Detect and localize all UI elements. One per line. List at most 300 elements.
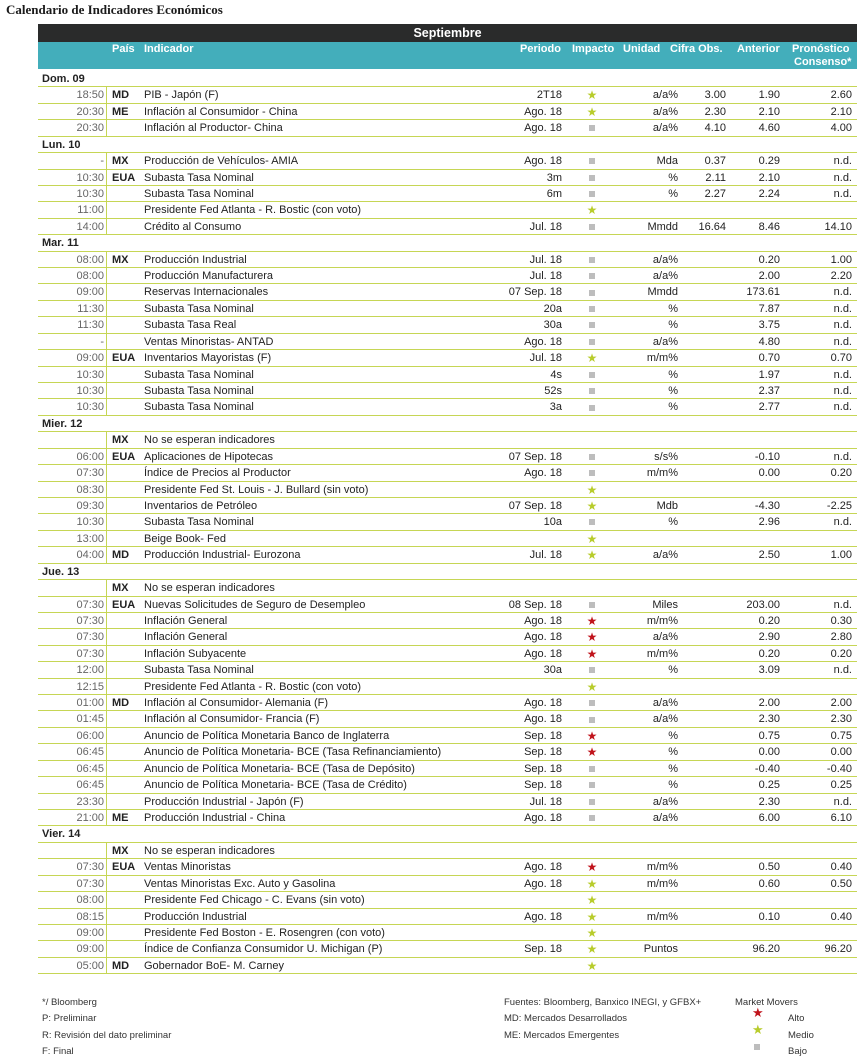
- impact-bajo-icon: [584, 153, 600, 169]
- cell-ind: Inventarios de Petróleo: [144, 499, 258, 512]
- row-separator: [106, 646, 107, 661]
- cell-time: 11:30: [77, 319, 104, 332]
- cell-pro: 1.00: [830, 253, 852, 266]
- impact-bajo-icon: [584, 465, 600, 481]
- cell-ant: 0.10: [758, 910, 780, 923]
- day-row: [38, 826, 857, 842]
- cell-ind: Subasta Tasa Nominal: [144, 385, 254, 398]
- table-row: [38, 695, 857, 711]
- impact-medio-icon: ★: [586, 909, 598, 924]
- cell-time: 20:30: [76, 105, 104, 118]
- cell-time: -: [100, 335, 104, 348]
- cell-pro: 0.75: [830, 729, 852, 742]
- row-separator: [106, 909, 107, 924]
- row-separator: [106, 794, 107, 809]
- cell-per: Ago. 18: [524, 647, 562, 660]
- cell-pais: MX: [112, 155, 129, 168]
- row-separator: [106, 367, 107, 382]
- cell-time: 08:00: [76, 270, 104, 283]
- cell-ant: 7.87: [758, 302, 780, 315]
- cell-ind: PIB - Japón (F): [144, 89, 219, 102]
- table-row: [38, 909, 857, 925]
- impact-bajo-icon: [584, 252, 600, 268]
- cell-per: Ago. 18: [524, 467, 562, 480]
- cell-per: Jul. 18: [529, 352, 562, 365]
- cell-pais: EUA: [112, 598, 136, 611]
- row-separator: [106, 925, 107, 940]
- cell-obs: 4.10: [704, 122, 726, 135]
- cell-ind: Subasta Tasa Nominal: [144, 187, 254, 200]
- cell-time: 07:30: [76, 861, 104, 874]
- row-separator: [106, 514, 107, 529]
- cell-per: 52s: [544, 385, 562, 398]
- cell-per: 20a: [543, 302, 562, 315]
- table-row: [38, 958, 857, 974]
- impact-medio-icon: ★: [586, 679, 598, 694]
- cell-time: 20:30: [76, 122, 104, 135]
- cell-time: 18:50: [76, 89, 104, 102]
- header-consenso: Consenso*: [794, 56, 852, 68]
- cell-ant: 0.00: [758, 746, 780, 759]
- cell-pais: MX: [112, 253, 129, 266]
- cell-ant: 2.30: [758, 795, 780, 808]
- cell-ant: 2.77: [758, 401, 780, 414]
- cell-per: Ago. 18: [524, 631, 562, 644]
- cell-ant: 2.10: [758, 105, 780, 118]
- table-row: [38, 744, 857, 760]
- cell-time: 09:30: [76, 499, 104, 512]
- cell-uni: %: [668, 516, 678, 529]
- cell-time: 07:30: [76, 467, 104, 480]
- impact-medio-icon: ★: [586, 351, 598, 366]
- cell-per: 30a: [543, 664, 562, 677]
- cell-per: Jul. 18: [529, 795, 562, 808]
- cell-ind: Inflación al Consumidor - China: [144, 105, 298, 118]
- row-separator: [106, 761, 107, 776]
- row-separator: [106, 958, 107, 973]
- cell-uni: a/a%: [652, 270, 678, 283]
- cell-time: 07:30: [76, 631, 104, 644]
- cell-ind: Beige Book- Fed: [144, 532, 226, 545]
- cell-per: 6m: [546, 187, 562, 200]
- cell-pais: EUA: [112, 861, 136, 874]
- impact-alto-icon: ★: [586, 630, 598, 645]
- cell-ant: 4.60: [758, 122, 780, 135]
- cell-uni: a/a%: [652, 253, 678, 266]
- cell-uni: m/m%: [646, 861, 678, 874]
- row-separator: [106, 859, 107, 874]
- impact-bajo-icon: [584, 761, 600, 777]
- indicator-table: [38, 71, 857, 974]
- table-row: [38, 350, 857, 366]
- day-label: Lun. 10: [42, 138, 81, 151]
- cell-pro: 1.00: [830, 549, 852, 562]
- cell-ind: Producción Industrial: [144, 253, 247, 266]
- cell-time: 10:30: [76, 516, 104, 529]
- table-row: [38, 383, 857, 399]
- cell-pro: 2.10: [830, 105, 852, 118]
- impact-medio-icon: ★: [586, 498, 598, 513]
- footer-sources: Fuentes: Bloomberg, Banxico INEGI, y GFBX+: [504, 997, 702, 1008]
- table-row: [38, 629, 857, 645]
- cell-pro: 6.10: [830, 811, 852, 824]
- day-label: Vier. 14: [42, 828, 81, 841]
- table-row: [38, 284, 857, 300]
- cell-pro: 0.25: [830, 779, 852, 792]
- row-separator: [106, 547, 107, 562]
- cell-uni: a/a%: [652, 631, 678, 644]
- cell-pais: EUA: [112, 171, 136, 184]
- cell-ind: Subasta Tasa Nominal: [144, 516, 254, 529]
- cell-ant: 2.00: [758, 270, 780, 283]
- row-separator: [106, 399, 107, 414]
- table-row: [38, 892, 857, 908]
- table-row: [38, 465, 857, 481]
- cell-per: Jul. 18: [529, 220, 562, 233]
- row-separator: [106, 843, 107, 858]
- table-row: [38, 334, 857, 350]
- row-separator: [106, 170, 107, 185]
- cell-time: 06:00: [76, 450, 104, 463]
- cell-pro: n.d.: [833, 368, 852, 381]
- cell-per: Sep. 18: [524, 746, 562, 759]
- impact-medio-icon: ★: [586, 942, 598, 957]
- cell-ind: Producción Industrial: [144, 910, 247, 923]
- cell-ant: 0.70: [758, 352, 780, 365]
- row-separator: [106, 317, 107, 332]
- cell-uni: m/m%: [646, 467, 678, 480]
- row-separator: [106, 679, 107, 694]
- row-separator: [106, 892, 107, 907]
- row-separator: [106, 334, 107, 349]
- cell-uni: m/m%: [646, 352, 678, 365]
- cell-uni: %: [668, 746, 678, 759]
- cell-ind: Aplicaciones de Hipotecas: [144, 450, 274, 463]
- cell-per: Ago. 18: [524, 697, 562, 710]
- cell-ind: Inflación al Consumidor- Francia (F): [144, 713, 320, 726]
- cell-pro: 4.00: [830, 122, 852, 135]
- cell-per: 10a: [543, 516, 562, 529]
- cell-per: Ago. 18: [524, 614, 562, 627]
- cell-per: Ago. 18: [524, 811, 562, 824]
- cell-uni: Mda: [656, 155, 678, 168]
- cell-pro: 96.20: [824, 943, 852, 956]
- cell-pro: -0.40: [826, 762, 852, 775]
- cell-pro: 0.40: [830, 861, 852, 874]
- cell-uni: %: [668, 171, 678, 184]
- cell-ant: 0.25: [758, 779, 780, 792]
- row-separator: [106, 284, 107, 299]
- row-separator: [106, 268, 107, 283]
- cell-pro: 0.50: [830, 877, 852, 890]
- cell-uni: a/a%: [652, 697, 678, 710]
- cell-per: 2T18: [536, 89, 562, 102]
- row-separator: [106, 498, 107, 513]
- row-separator: [106, 597, 107, 612]
- cell-per: 3m: [546, 171, 562, 184]
- cell-ind: Subasta Tasa Nominal: [144, 302, 254, 315]
- cell-pro: n.d.: [833, 795, 852, 808]
- cell-pro: n.d.: [833, 401, 852, 414]
- impact-bajo-icon: [584, 794, 600, 810]
- cell-uni: Miles: [652, 598, 678, 611]
- cell-uni: a/a%: [652, 549, 678, 562]
- cell-pro: n.d.: [833, 155, 852, 168]
- cell-per: 3a: [549, 401, 562, 414]
- cell-pro: n.d.: [833, 516, 852, 529]
- cell-ind: Subasta Tasa Nominal: [144, 401, 254, 414]
- cell-pais: ME: [112, 811, 129, 824]
- cell-uni: Mmdd: [647, 220, 678, 233]
- cell-time: 09:00: [76, 943, 104, 956]
- cell-uni: a/a%: [652, 122, 678, 135]
- cell-time: 09:00: [76, 286, 104, 299]
- table-row: [38, 367, 857, 383]
- cell-obs: 3.00: [704, 89, 726, 102]
- row-separator: [106, 629, 107, 644]
- table-row: [38, 432, 857, 448]
- cell-ant: 6.00: [758, 811, 780, 824]
- row-separator: [106, 465, 107, 480]
- cell-pro: 0.20: [830, 647, 852, 660]
- table-row: [38, 941, 857, 957]
- impact-bajo-icon: [584, 662, 600, 678]
- cell-time: 14:00: [76, 220, 104, 233]
- cell-uni: %: [668, 779, 678, 792]
- cell-ant: 2.50: [758, 549, 780, 562]
- row-separator: [106, 186, 107, 201]
- cell-ind: Ventas Minoristas: [144, 861, 231, 874]
- cell-ant: 3.75: [758, 319, 780, 332]
- cell-ind: Inflación General: [144, 614, 228, 627]
- cell-uni: a/a%: [652, 335, 678, 348]
- cell-pro: 0.70: [830, 352, 852, 365]
- header-cifra: Cifra Obs.: [670, 43, 723, 55]
- cell-ant: 2.10: [758, 171, 780, 184]
- table-row: [38, 399, 857, 415]
- impact-medio-icon: ★: [586, 958, 598, 973]
- cell-pro: 0.40: [830, 910, 852, 923]
- cell-ind: Índice de Confianza Consumidor U. Michigan (P): [144, 943, 383, 956]
- cell-per: Ago. 18: [524, 861, 562, 874]
- cell-time: 06:45: [76, 762, 104, 775]
- impact-bajo-icon: [584, 383, 600, 399]
- cell-per: Ago. 18: [524, 155, 562, 168]
- legend-medio: Medio: [788, 1030, 814, 1041]
- cell-uni: %: [668, 729, 678, 742]
- cell-time: 06:45: [76, 746, 104, 759]
- day-row: [38, 564, 857, 580]
- row-separator: [106, 449, 107, 464]
- footer-note-preliminar: P: Preliminar: [42, 1013, 97, 1024]
- impact-bajo-icon: [584, 301, 600, 317]
- cell-ind: Producción Industrial - China: [144, 811, 286, 824]
- row-separator: [106, 350, 107, 365]
- cell-uni: s/s%: [654, 450, 678, 463]
- row-separator: [106, 810, 107, 825]
- cell-per: Sep. 18: [524, 762, 562, 775]
- footer-me: ME: Mercados Emergentes: [504, 1030, 620, 1041]
- cell-pais: MX: [112, 434, 129, 447]
- cell-time: 11:30: [77, 302, 104, 315]
- cell-ind: Subasta Tasa Nominal: [144, 664, 254, 677]
- cell-ind: Índice de Precios al Productor: [144, 467, 291, 480]
- header-impacto: Impacto: [572, 43, 615, 55]
- impact-medio-icon: ★: [586, 482, 598, 497]
- table-row: [38, 514, 857, 530]
- row-separator: [106, 104, 107, 119]
- cell-time: 23:30: [76, 795, 104, 808]
- cell-ant: 0.29: [758, 155, 780, 168]
- cell-ind: Gobernador BoE- M. Carney: [144, 959, 285, 972]
- cell-time: 08:00: [76, 253, 104, 266]
- cell-ind: No se esperan indicadores: [144, 844, 275, 857]
- cell-ant: 0.50: [758, 861, 780, 874]
- table-row: [38, 449, 857, 465]
- cell-pais: MX: [112, 844, 129, 857]
- legend-alto-icon: ★: [752, 1005, 764, 1020]
- legend-bajo-icon: [754, 1042, 760, 1053]
- cell-ind: Inflación al Productor- China: [144, 122, 283, 135]
- cell-pro: n.d.: [833, 385, 852, 398]
- header-pronostico: Pronóstico: [792, 43, 850, 55]
- cell-ant: 0.20: [758, 614, 780, 627]
- cell-ind: Anuncio de Política Monetaria- BCE (Tasa Refinanciamiento): [144, 746, 442, 759]
- row-separator: [106, 252, 107, 267]
- row-separator: [106, 777, 107, 792]
- cell-per: Jul. 18: [529, 270, 562, 283]
- impact-bajo-icon: [584, 695, 600, 711]
- cell-ind: Presidente Fed Atlanta - R. Bostic (con voto): [144, 680, 362, 693]
- impact-medio-icon: ★: [586, 203, 598, 218]
- cell-ant: 8.46: [758, 220, 780, 233]
- cell-per: 07 Sep. 18: [508, 286, 562, 299]
- cell-uni: %: [668, 319, 678, 332]
- row-separator: [106, 432, 107, 447]
- cell-uni: %: [668, 302, 678, 315]
- cell-time: 13:00: [76, 532, 104, 545]
- cell-ant: 0.60: [758, 877, 780, 890]
- cell-time: 07:30: [76, 614, 104, 627]
- cell-time: 10:30: [76, 385, 104, 398]
- cell-uni: %: [668, 664, 678, 677]
- impact-bajo-icon: [584, 268, 600, 284]
- day-label: Jue. 13: [42, 565, 80, 578]
- cell-pro: 2.30: [830, 713, 852, 726]
- cell-ind: Subasta Tasa Nominal: [144, 171, 254, 184]
- impact-alto-icon: ★: [586, 745, 598, 760]
- table-header: [38, 42, 857, 69]
- cell-time: 06:00: [76, 729, 104, 742]
- cell-uni: %: [668, 385, 678, 398]
- row-separator: [106, 728, 107, 743]
- table-row: [38, 613, 857, 629]
- row-separator: [106, 711, 107, 726]
- table-row: [38, 761, 857, 777]
- cell-ind: Anuncio de Política Monetaria Banco de Inglaterra: [144, 729, 390, 742]
- header-anterior: Anterior: [737, 43, 780, 55]
- impact-bajo-icon: [584, 186, 600, 202]
- impact-bajo-icon: [584, 219, 600, 235]
- cell-obs: 0.37: [704, 155, 726, 168]
- cell-pais: MX: [112, 582, 129, 595]
- table-row: [38, 120, 857, 136]
- impact-medio-icon: ★: [586, 104, 598, 119]
- table-row: [38, 202, 857, 218]
- impact-bajo-icon: [584, 711, 600, 727]
- cell-time: 09:00: [76, 926, 104, 939]
- header-pais: País: [112, 43, 135, 55]
- row-separator: [106, 876, 107, 891]
- cell-time: 01:00: [76, 697, 104, 710]
- table-row: [38, 679, 857, 695]
- cell-per: Ago. 18: [524, 335, 562, 348]
- row-separator: [106, 482, 107, 497]
- row-separator: [106, 662, 107, 677]
- header-unidad: Unidad: [623, 43, 661, 55]
- cell-ant: 2.30: [758, 713, 780, 726]
- cell-pais: EUA: [112, 450, 136, 463]
- cell-ant: 0.00: [758, 467, 780, 480]
- cell-uni: %: [668, 368, 678, 381]
- cell-ind: Ventas Minoristas- ANTAD: [144, 335, 274, 348]
- table-row: [38, 547, 857, 563]
- table-row: [38, 252, 857, 268]
- cell-time: 08:00: [76, 894, 104, 907]
- impact-bajo-icon: [584, 120, 600, 136]
- cell-pro: n.d.: [833, 664, 852, 677]
- table-row: [38, 646, 857, 662]
- row-separator: [106, 531, 107, 546]
- cell-ind: Subasta Tasa Real: [144, 319, 237, 332]
- cell-pro: n.d.: [833, 286, 852, 299]
- cell-time: -: [100, 155, 104, 168]
- cell-pais: MD: [112, 697, 130, 710]
- cell-time: 10:30: [76, 401, 104, 414]
- cell-ind: Reservas Internacionales: [144, 286, 269, 299]
- cell-per: Ago. 18: [524, 877, 562, 890]
- impact-bajo-icon: [584, 170, 600, 186]
- impact-alto-icon: ★: [586, 728, 598, 743]
- cell-obs: 2.30: [704, 105, 726, 118]
- cell-ant: 2.96: [758, 516, 780, 529]
- cell-time: 10:30: [76, 187, 104, 200]
- cell-ant: 0.75: [758, 729, 780, 742]
- cell-per: Sep. 18: [524, 779, 562, 792]
- cell-ant: 1.90: [758, 89, 780, 102]
- cell-ind: Inflación al Consumidor- Alemania (F): [144, 697, 329, 710]
- cell-pais: MD: [112, 89, 130, 102]
- row-separator: [106, 153, 107, 168]
- cell-ant: 3.09: [758, 664, 780, 677]
- row-separator: [106, 301, 107, 316]
- cell-per: Jul. 18: [529, 253, 562, 266]
- cell-ind: Anuncio de Política Monetaria- BCE (Tasa de Depósito): [144, 762, 415, 775]
- footer-md: MD: Mercados Desarrollados: [504, 1013, 628, 1024]
- cell-obs: 2.11: [705, 171, 726, 184]
- cell-uni: a/a%: [652, 795, 678, 808]
- table-row: [38, 219, 857, 235]
- cell-ind: Producción Industrial - Japón (F): [144, 795, 304, 808]
- cell-time: 07:30: [76, 877, 104, 890]
- impact-bajo-icon: [584, 449, 600, 465]
- day-label: Dom. 09: [42, 73, 85, 85]
- legend-title: Market Movers: [735, 997, 798, 1008]
- cell-pro: n.d.: [833, 187, 852, 200]
- table-row: [38, 777, 857, 793]
- cell-time: 05:00: [76, 959, 104, 972]
- day-row: [38, 71, 857, 87]
